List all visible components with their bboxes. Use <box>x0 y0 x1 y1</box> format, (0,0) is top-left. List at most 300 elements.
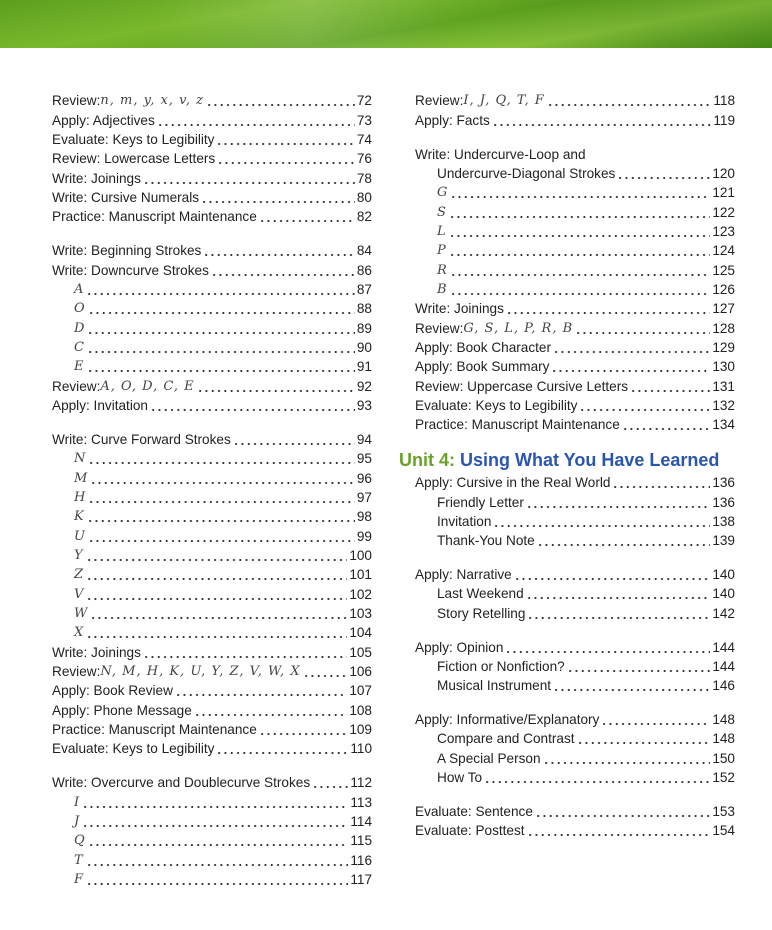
page-number: 105 <box>349 644 372 660</box>
entry-title: Story Retelling <box>437 605 526 621</box>
toc-entry[interactable] <box>52 681 372 700</box>
toc-entry[interactable] <box>415 241 735 260</box>
dot-leader <box>303 662 348 681</box>
page-number: 132 <box>712 398 735 413</box>
toc-entry[interactable] <box>52 149 372 168</box>
entry-title: Evaluate: Posttest <box>415 823 525 839</box>
toc-entry[interactable] <box>415 357 735 376</box>
dot-leader <box>86 585 347 604</box>
dot-leader <box>82 812 348 831</box>
cursive-letters: K <box>74 509 85 525</box>
entry-title: Apply: Adjectives <box>52 112 155 128</box>
dot-leader <box>216 739 348 758</box>
toc-entry[interactable] <box>415 565 735 584</box>
entry-title: Review: Lowercase Letters <box>52 151 216 167</box>
dot-leader <box>551 357 710 376</box>
entry-title: Apply: Book Summary <box>415 359 550 375</box>
page-number: 140 <box>712 567 735 583</box>
entry-title: Write: Overcurve and Doublecurve Strokes <box>52 775 311 791</box>
toc-entry[interactable] <box>52 338 372 357</box>
entry-title: Write: Cursive Numerals <box>52 190 200 206</box>
toc-entry[interactable] <box>52 488 372 507</box>
dot-leader <box>526 584 711 603</box>
dot-leader <box>527 821 711 840</box>
dot-leader <box>87 319 354 338</box>
entry-title: Practice: Manuscript Maintenance <box>415 417 620 433</box>
dot-leader <box>505 638 710 657</box>
page-number: 116 <box>350 852 372 868</box>
cursive-letters: X <box>74 625 85 641</box>
page-number: 122 <box>712 204 735 220</box>
entry-title: Write: Undercurve-Loop and <box>415 146 586 162</box>
toc-entry[interactable] <box>52 773 372 792</box>
toc-entry[interactable] <box>52 168 372 187</box>
toc-group <box>415 637 735 695</box>
toc-group <box>415 710 735 787</box>
dot-leader <box>88 527 355 546</box>
cursive-letters: S <box>437 204 447 220</box>
page-number: 104 <box>349 625 372 641</box>
page-number: 131 <box>712 378 735 394</box>
dot-leader <box>86 851 349 870</box>
page-number: 130 <box>712 359 735 375</box>
toc-entry[interactable] <box>415 657 735 676</box>
page-number: 109 <box>349 722 372 737</box>
page-number: 93 <box>356 398 372 413</box>
page-number: 74 <box>356 132 372 148</box>
dot-leader <box>514 565 711 584</box>
page-number: 72 <box>356 93 372 109</box>
dot-leader <box>506 299 710 318</box>
dot-leader <box>87 507 355 526</box>
cursive-letters: I, J, Q, T, F <box>463 93 545 109</box>
toc-entry[interactable] <box>415 338 735 357</box>
dot-leader <box>449 241 711 260</box>
entry-title: Undercurve-Diagonal Strokes <box>437 165 616 181</box>
toc-left-column <box>52 91 372 903</box>
toc-group <box>415 802 735 841</box>
toc-entry[interactable] <box>415 676 735 695</box>
entry-title: Apply: Book Character <box>415 339 552 355</box>
page-number: 103 <box>349 605 372 621</box>
dot-leader <box>450 261 711 280</box>
cursive-letters: W <box>74 605 89 621</box>
dot-leader <box>143 643 347 662</box>
unit-4-heading <box>399 449 735 471</box>
toc-entry[interactable] <box>52 507 372 526</box>
page-number: 124 <box>712 243 735 259</box>
page-number: 146 <box>712 678 735 694</box>
entry-title: Apply: Informative/Explanatory <box>415 712 600 728</box>
toc-entry[interactable] <box>415 768 735 787</box>
entry-title: Write: Downcurve Strokes <box>52 262 209 278</box>
page-number: 108 <box>349 702 372 718</box>
dot-leader <box>175 681 347 700</box>
cursive-letters: M <box>74 470 89 486</box>
dot-leader <box>493 512 710 531</box>
toc-group <box>415 565 735 623</box>
dot-leader <box>233 430 355 449</box>
page-number: 78 <box>356 170 372 186</box>
dot-leader <box>203 241 355 260</box>
page-number: 89 <box>356 320 372 336</box>
toc-entry[interactable] <box>52 280 372 299</box>
toc-entry[interactable] <box>415 222 735 241</box>
page-number: 123 <box>712 223 735 239</box>
entry-title: Evaluate: Sentence <box>415 804 533 819</box>
dot-leader <box>86 280 354 299</box>
dot-leader <box>492 111 712 130</box>
dot-leader <box>312 773 348 792</box>
page-number: 95 <box>356 451 372 467</box>
page-number: 91 <box>356 359 372 375</box>
toc-entry[interactable] <box>415 91 735 110</box>
dot-leader <box>88 449 355 468</box>
entry-title: Apply: Facts <box>415 112 490 128</box>
entry-title: Last Weekend <box>437 586 524 602</box>
toc-entry[interactable] <box>52 376 372 395</box>
cursive-letters: Q <box>74 833 86 849</box>
page-number: 127 <box>712 301 735 317</box>
entry-title: Write: Joinings <box>52 170 141 186</box>
page-number: 134 <box>712 417 735 433</box>
page-number: 136 <box>712 494 735 510</box>
dot-leader <box>617 164 710 183</box>
dot-leader <box>601 710 710 729</box>
unit-number: Unit 4: <box>399 449 455 470</box>
toc-entry[interactable] <box>52 565 372 584</box>
toc-entry[interactable] <box>415 637 735 656</box>
entry-title: How To <box>437 770 483 786</box>
page-number: 119 <box>713 112 735 128</box>
cursive-letters: I <box>74 794 81 810</box>
page-number: 84 <box>356 243 372 259</box>
toc-entry[interactable] <box>415 710 735 729</box>
cursive-letters: P <box>437 243 447 259</box>
dot-leader <box>157 111 355 130</box>
entry-title: Evaluate: Keys to Legibility <box>52 132 215 148</box>
toc-entry[interactable] <box>52 357 372 376</box>
cursive-letters: G, S, L, P, R, B <box>463 320 574 336</box>
toc-entry[interactable] <box>415 584 735 603</box>
page-number: 86 <box>356 262 372 278</box>
toc-entry[interactable] <box>52 260 372 279</box>
dot-leader <box>88 488 355 507</box>
dot-leader <box>259 720 348 739</box>
page-number: 148 <box>712 712 735 728</box>
dot-leader <box>622 415 711 434</box>
dot-leader <box>143 169 355 188</box>
entry-title: Friendly Letter <box>437 494 524 510</box>
dot-leader <box>526 493 710 512</box>
toc-entry[interactable] <box>415 376 735 395</box>
toc-entry[interactable] <box>415 492 735 511</box>
dot-leader <box>211 261 355 280</box>
dot-leader <box>88 831 349 850</box>
dot-leader <box>86 546 348 565</box>
cursive-letters: N <box>74 451 87 467</box>
toc-entry[interactable] <box>415 415 735 434</box>
page-number: 107 <box>349 683 372 699</box>
entry-title: Fiction or Nonfiction? <box>437 658 565 674</box>
page-number: 140 <box>712 586 735 602</box>
page-number: 129 <box>712 339 735 355</box>
entry-title: Apply: Invitation <box>52 398 148 413</box>
cursive-letters: A, O, D, C, E <box>100 378 195 394</box>
toc-entry[interactable] <box>415 260 735 279</box>
toc-entry[interactable] <box>52 241 372 260</box>
toc-entry[interactable] <box>415 110 735 129</box>
dot-leader <box>449 222 711 241</box>
dot-leader <box>86 565 347 584</box>
dot-leader <box>630 377 710 396</box>
dot-leader <box>535 802 710 821</box>
toc-group <box>52 91 372 226</box>
toc-entry[interactable] <box>52 642 372 661</box>
toc-entry[interactable] <box>415 748 735 767</box>
entry-title: Apply: Phone Message <box>52 702 192 718</box>
dot-leader <box>206 91 355 110</box>
page-number: 96 <box>356 470 372 486</box>
page-number: 102 <box>349 586 372 602</box>
entry-title: Thank-You Note <box>437 533 535 549</box>
toc-entry[interactable] <box>52 700 372 719</box>
dot-leader <box>87 357 355 376</box>
dot-leader <box>259 207 355 226</box>
entry-title: Review: <box>415 93 464 109</box>
page-number: 115 <box>350 833 372 849</box>
cursive-letters: O <box>74 301 86 317</box>
toc-entry[interactable] <box>415 144 735 163</box>
dot-leader <box>579 396 710 415</box>
toc-entry[interactable] <box>52 850 372 869</box>
entry-title: Evaluate: Keys to Legibility <box>415 398 578 413</box>
page-number: 82 <box>356 209 372 225</box>
entry-title: Review: <box>52 378 101 394</box>
page-number: 148 <box>712 731 735 747</box>
toc-right-column <box>399 91 735 855</box>
entry-title: Apply: Opinion <box>415 639 504 655</box>
entry-title: Write: Beginning Strokes <box>52 243 202 259</box>
entry-title: Review: <box>415 320 464 336</box>
dot-leader <box>547 91 712 110</box>
toc-entry[interactable] <box>52 110 372 129</box>
toc-entry[interactable] <box>415 396 735 415</box>
page-number: 92 <box>356 378 372 394</box>
entry-title: Invitation <box>437 513 492 529</box>
cursive-letters: n, m, y, x, v, z <box>100 93 204 109</box>
cursive-letters: D <box>74 320 86 336</box>
toc-entry[interactable] <box>52 468 372 487</box>
toc-entry[interactable] <box>52 526 372 545</box>
toc-entry[interactable] <box>52 662 372 681</box>
toc-entry[interactable] <box>415 202 735 221</box>
toc-entry[interactable] <box>415 729 735 748</box>
cursive-letters: N, M, H, K, U, Y, Z, V, W, X <box>100 663 301 679</box>
cursive-letters: G <box>437 185 449 201</box>
toc-entry[interactable] <box>52 720 372 739</box>
cursive-letters: U <box>74 528 86 544</box>
dot-leader <box>484 768 710 787</box>
page-number: 97 <box>356 489 372 505</box>
toc-entry[interactable] <box>415 531 735 550</box>
cursive-letters: R <box>437 262 448 278</box>
page-number: 87 <box>356 281 372 297</box>
toc-entry[interactable] <box>52 318 372 337</box>
toc-entry[interactable] <box>415 512 735 531</box>
cursive-letters: L <box>437 223 447 239</box>
page-number: 121 <box>712 185 735 201</box>
entry-title: Apply: Book Review <box>52 683 173 699</box>
unit-title: Using What You Have Learned <box>460 449 720 470</box>
toc-entry[interactable] <box>415 473 735 492</box>
dot-leader <box>543 749 711 768</box>
toc-entry[interactable] <box>52 130 372 149</box>
dot-leader <box>217 149 355 168</box>
dot-leader <box>201 188 355 207</box>
page-number: 138 <box>712 513 735 529</box>
toc-entry[interactable] <box>415 802 735 821</box>
toc-entry[interactable] <box>415 603 735 622</box>
page-number: 99 <box>356 528 372 544</box>
dot-leader <box>194 701 348 720</box>
toc-group <box>52 241 372 415</box>
page-number: 136 <box>712 475 735 491</box>
dot-leader <box>90 469 355 488</box>
page-number: 154 <box>712 823 735 839</box>
toc-entry[interactable] <box>52 831 372 850</box>
page-number: 110 <box>350 741 372 757</box>
cursive-letters: Y <box>74 547 84 563</box>
toc-group <box>415 144 735 434</box>
dot-leader <box>537 531 711 550</box>
toc-entry[interactable] <box>52 207 372 226</box>
page-number: 100 <box>349 547 372 563</box>
dot-leader <box>575 319 710 338</box>
page-number: 120 <box>712 165 735 181</box>
entry-title: Practice: Manuscript Maintenance <box>52 209 257 225</box>
toc-entry[interactable] <box>52 812 372 831</box>
entry-title: Apply: Cursive in the Real World <box>415 475 611 491</box>
cursive-letters: T <box>74 852 84 868</box>
dot-leader <box>577 729 711 748</box>
dot-leader <box>553 338 710 357</box>
toc-entry[interactable] <box>52 584 372 603</box>
toc-group <box>52 430 372 759</box>
toc-entry[interactable] <box>52 430 372 449</box>
toc-entry[interactable] <box>52 449 372 468</box>
page-number: 101 <box>349 567 372 583</box>
toc-entry[interactable] <box>52 299 372 318</box>
page-number: 118 <box>713 93 735 109</box>
cursive-letters: E <box>74 359 85 375</box>
page-number: 117 <box>350 871 372 887</box>
page-number: 90 <box>356 339 372 355</box>
green-header-banner <box>0 0 772 48</box>
page-number: 88 <box>356 301 372 317</box>
entry-title: A Special Person <box>437 750 541 766</box>
dot-leader <box>450 183 710 202</box>
entry-title: Evaluate: Keys to Legibility <box>52 741 215 757</box>
entry-title: Write: Curve Forward Strokes <box>52 431 231 447</box>
page-number: 144 <box>712 639 735 655</box>
dot-leader <box>150 396 355 415</box>
page-number: 150 <box>712 750 735 766</box>
toc-entry[interactable] <box>415 821 735 840</box>
page-number: 98 <box>356 509 372 525</box>
toc-entry[interactable] <box>52 792 372 811</box>
dot-leader <box>87 338 355 357</box>
page-number: 106 <box>349 663 372 679</box>
cursive-letters: V <box>74 586 85 602</box>
toc-group <box>415 473 735 550</box>
toc-group <box>52 773 372 889</box>
dot-leader <box>197 377 355 396</box>
dot-leader <box>450 280 711 299</box>
page-number: 139 <box>712 533 735 549</box>
dot-leader <box>216 130 354 149</box>
entry-title: Practice: Manuscript Maintenance <box>52 722 257 737</box>
page-number: 113 <box>350 794 372 810</box>
entry-title: Apply: Narrative <box>415 567 512 583</box>
cursive-letters: F <box>74 871 85 887</box>
cursive-letters: A <box>74 281 85 297</box>
cursive-letters: B <box>437 281 448 297</box>
page-number: 142 <box>712 605 735 621</box>
cursive-letters: Z <box>74 567 85 583</box>
entry-title: Review: Uppercase Cursive Letters <box>415 378 629 394</box>
page-number: 128 <box>712 320 735 336</box>
page-number: 153 <box>712 804 735 819</box>
entry-title: Write: Joinings <box>415 301 504 317</box>
dot-leader <box>553 676 710 695</box>
dot-leader <box>82 793 348 812</box>
dot-leader <box>567 657 711 676</box>
cursive-letters: H <box>74 489 87 505</box>
toc-entry[interactable] <box>415 318 735 337</box>
page-number: 152 <box>712 770 735 786</box>
toc-entry[interactable] <box>52 546 372 565</box>
toc-entry[interactable] <box>415 164 735 183</box>
toc-entry[interactable] <box>52 188 372 207</box>
entry-title: Musical Instrument <box>437 678 552 694</box>
page-number: 126 <box>712 281 735 297</box>
toc-entry[interactable] <box>52 604 372 623</box>
toc-entry[interactable] <box>52 396 372 415</box>
page-number: 80 <box>356 190 372 206</box>
toc-group <box>415 91 735 130</box>
entry-title: Write: Joinings <box>52 644 141 660</box>
page-number: 94 <box>356 431 372 447</box>
page-number: 114 <box>350 813 372 829</box>
toc-entry[interactable] <box>415 299 735 318</box>
toc-entry[interactable] <box>415 280 735 299</box>
entry-title: Review: <box>52 663 101 679</box>
dot-leader <box>88 299 355 318</box>
toc-entry[interactable] <box>52 870 372 889</box>
cursive-letters: C <box>74 339 85 355</box>
toc-entry[interactable] <box>52 623 372 642</box>
dot-leader <box>449 203 710 222</box>
dot-leader <box>612 473 710 492</box>
dot-leader <box>86 870 348 889</box>
toc-entry[interactable] <box>52 91 372 110</box>
page-number: 112 <box>350 775 372 791</box>
toc-entry[interactable] <box>415 183 735 202</box>
dot-leader <box>527 604 710 623</box>
toc-entry[interactable] <box>52 739 372 758</box>
page-number: 144 <box>712 658 735 674</box>
